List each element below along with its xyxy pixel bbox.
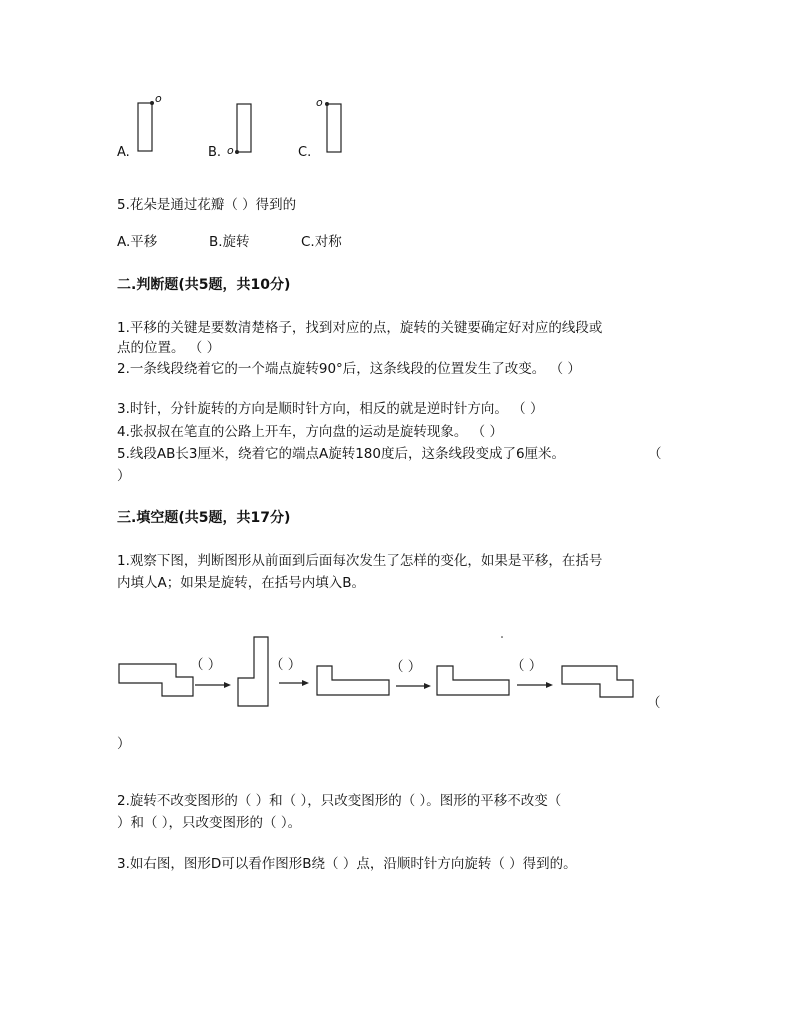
q5-question: 5.花朵是通过花瓣（ ）得到的: [117, 197, 297, 213]
blank-1[interactable]: （ ）: [190, 657, 222, 673]
arrowhead-1: [224, 682, 231, 688]
s2-q5-line1: 5.线段AB长3厘米，绕着它的端点A旋转180度后，这条线段变成了6厘米。: [117, 446, 566, 462]
s2-q1-line2: 点的位置。 （ ）: [117, 340, 221, 356]
s2-q1-line1: 1.平移的关键是要数清楚格子，找到对应的点，旋转的关键要确定好对应的线段或: [117, 320, 603, 336]
section3-title: 三.填空题(共5题，共17分): [117, 510, 291, 526]
q5-option-c: C.对称: [301, 234, 342, 250]
s3-q2-line1: 2.旋转不改变图形的（ ）和（ ），只改变图形的（ ）。图形的平移不改变（: [117, 793, 562, 809]
shape-2: [238, 637, 268, 706]
q5-option-b: B.旋转: [209, 234, 250, 250]
answer-paren-close: ）: [117, 736, 131, 752]
q4-option-b-label: B.: [208, 145, 222, 160]
q4-option-c-point-label: o: [316, 96, 323, 109]
arrowhead-2: [302, 680, 309, 686]
blank-2[interactable]: （ ）: [270, 657, 302, 673]
q4-option-b-point-label: o: [227, 144, 234, 157]
arrowhead-3: [424, 683, 431, 689]
s2-q2: 2.一条线段绕着它的一个端点旋转90°后，这条线段的位置发生了改变。 （ ）: [117, 361, 581, 377]
blank-3[interactable]: （ ）: [390, 659, 422, 675]
s2-q5-paren-open: （: [648, 446, 662, 462]
q5-option-a: A.平移: [117, 234, 158, 250]
shape-4: [437, 666, 509, 695]
answer-paren-open: （: [647, 695, 661, 711]
stray-dot: [501, 636, 503, 638]
shape-3: [317, 666, 389, 695]
s2-q5-paren-close: ）: [117, 468, 131, 484]
shape-5: [562, 666, 633, 697]
s2-q4: 4.张叔叔在笔直的公路上开车，方向盘的运动是旋转现象。 （ ）: [117, 424, 503, 440]
blank-4[interactable]: （ ）: [511, 658, 543, 674]
q4-option-a-label: A.: [117, 145, 130, 160]
s3-q3: 3.如右图，图形D可以看作图形B绕（ ）点，沿顺时针方向旋转（ ）得到的。: [117, 856, 577, 872]
s3-q2-line2: ）和（ ），只改变图形的（ ）。: [117, 815, 302, 831]
s2-q3: 3.时针，分针旋转的方向是顺时针方向，相反的就是逆时针方向。 （ ）: [117, 401, 544, 417]
s3-q1-line1: 1.观察下图，判断图形从前面到后面每次发生了怎样的变化，如果是平移，在括号: [117, 553, 603, 569]
q4-option-a-point-label: o: [155, 92, 162, 105]
s3-q1-line2: 内填人A；如果是旋转，在括号内填入B。: [117, 575, 365, 591]
shape-1: [119, 664, 193, 696]
section2-title: 二.判断题(共5题，共10分): [117, 277, 291, 293]
q4-option-c-label: C.: [298, 145, 312, 160]
arrowhead-4: [546, 682, 553, 688]
